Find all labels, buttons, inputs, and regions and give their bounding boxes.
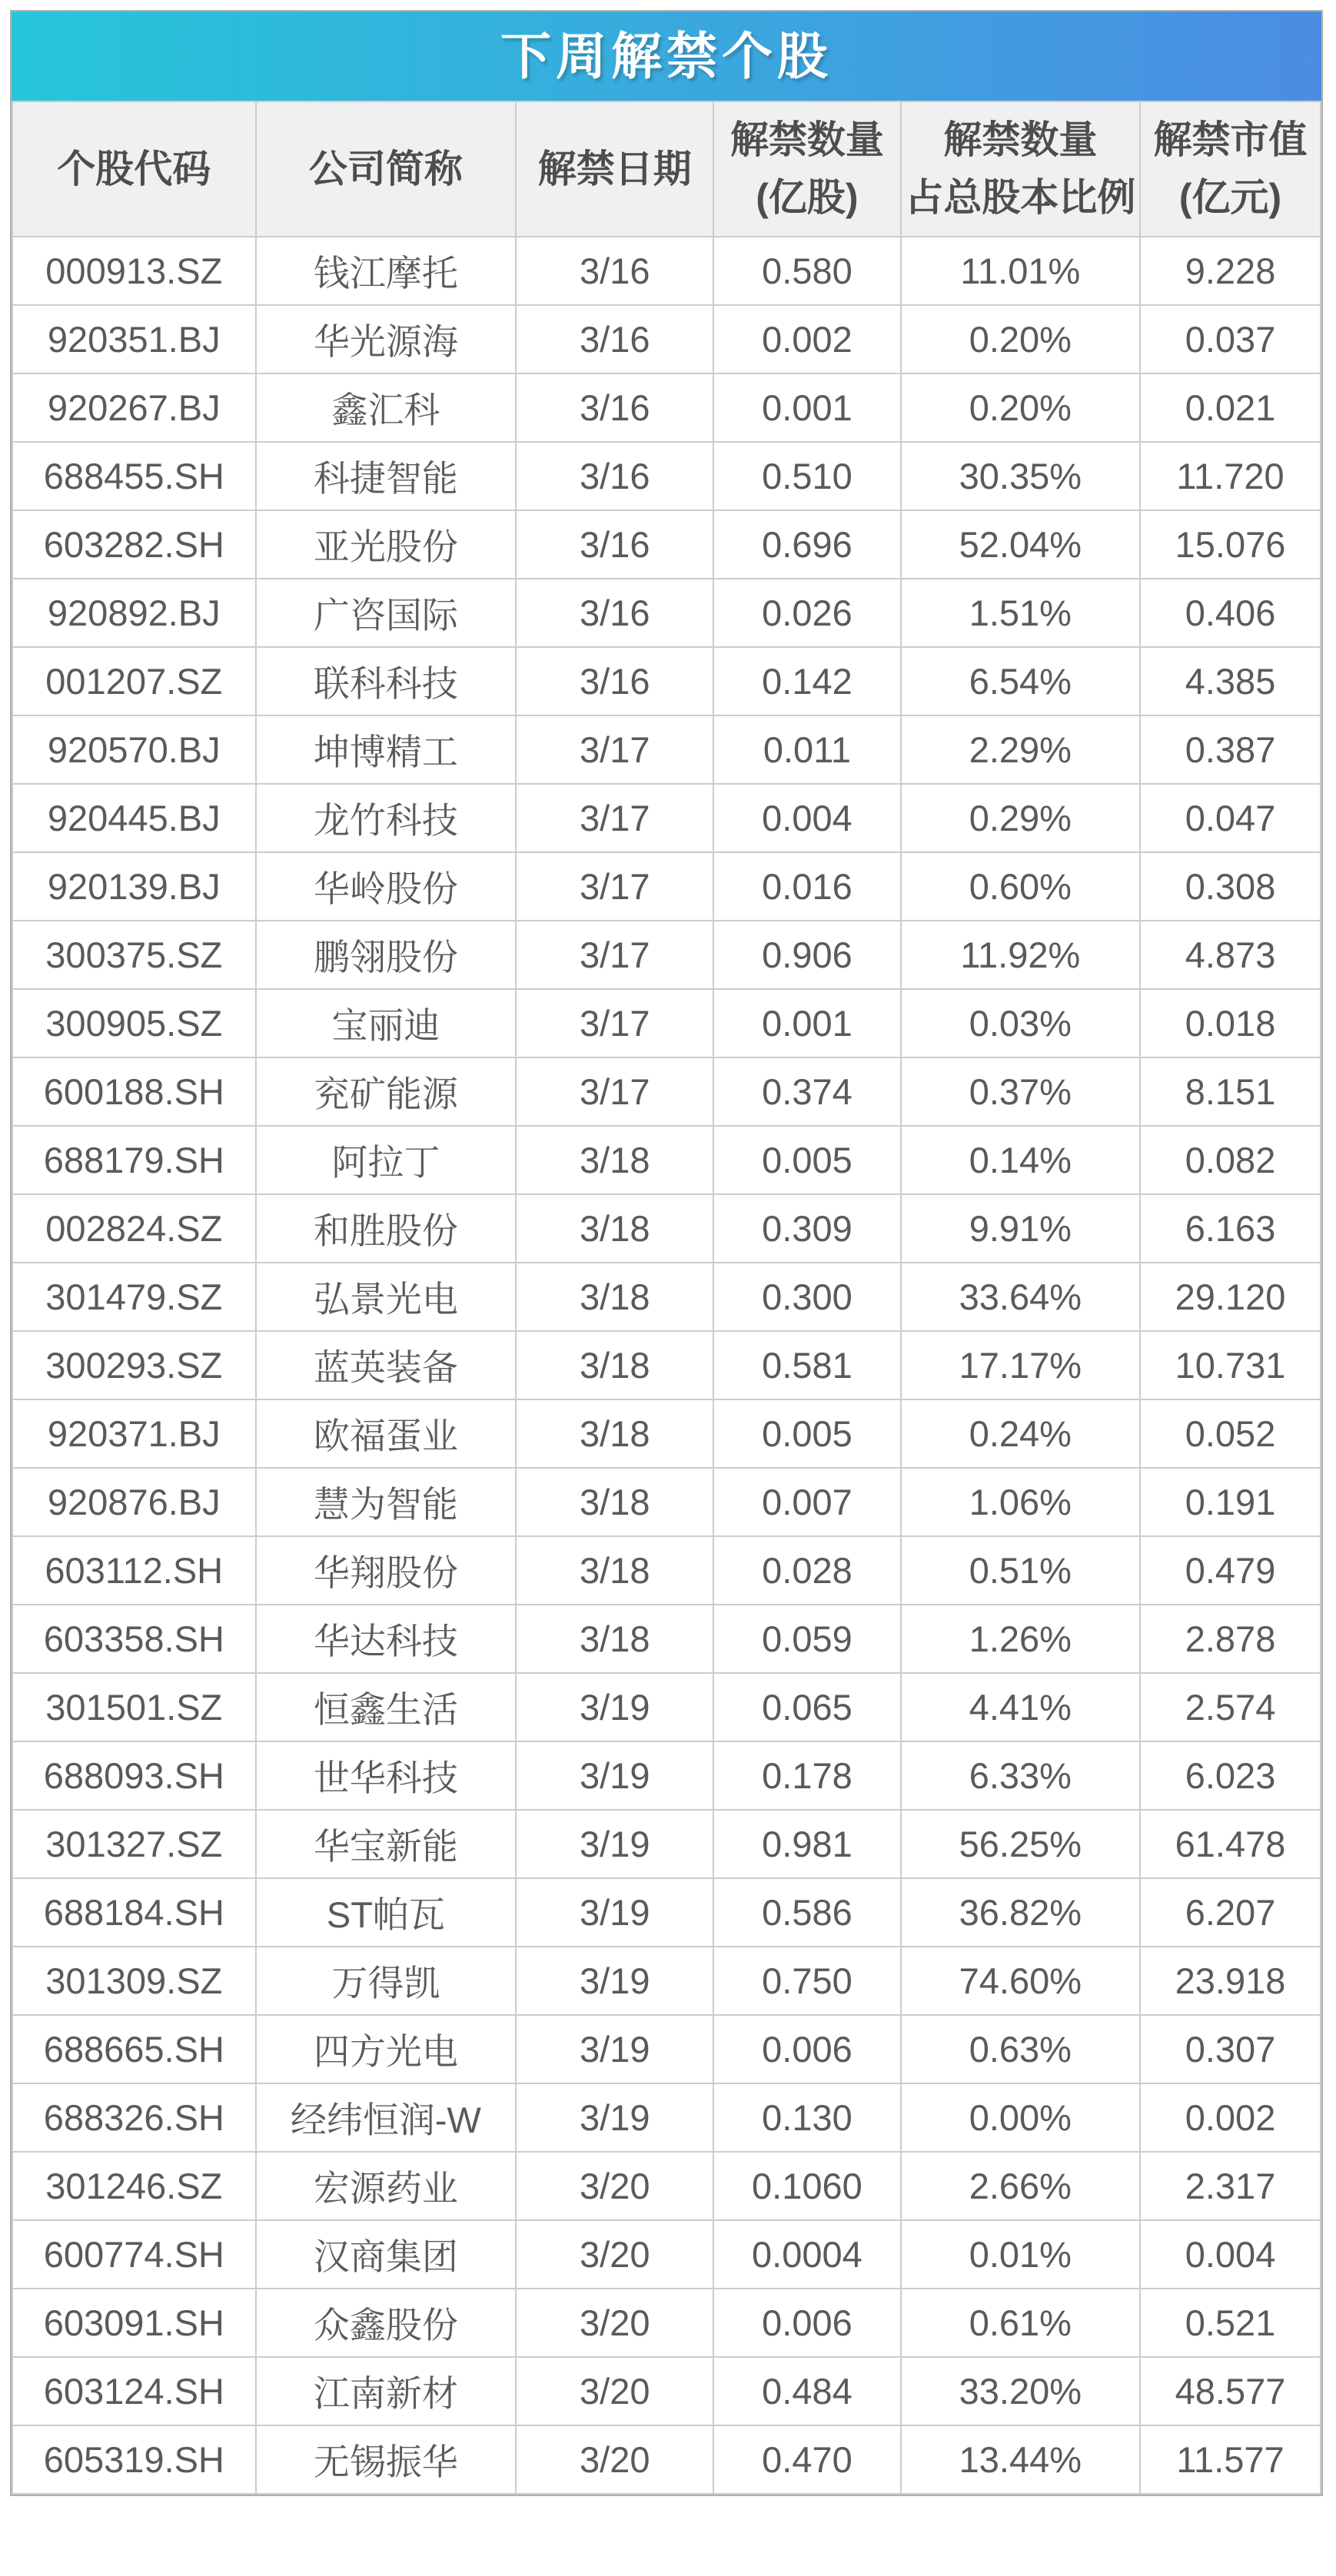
cell-date: 3/16 bbox=[516, 373, 713, 442]
cell-pct: 1.26% bbox=[901, 1605, 1140, 1673]
table-row bbox=[12, 442, 1321, 510]
cell-name: 欧福蛋业 bbox=[256, 1399, 517, 1468]
table-row bbox=[12, 1468, 1321, 1536]
column-header-date: 解禁日期 bbox=[516, 101, 713, 237]
table-row bbox=[12, 2152, 1321, 2220]
cell-code: 600774.SH bbox=[12, 2220, 256, 2289]
cell-name: 世华科技 bbox=[256, 1741, 517, 1810]
cell-name: 恒鑫生活 bbox=[256, 1673, 517, 1741]
cell-pct: 0.14% bbox=[901, 1126, 1140, 1194]
cell-mktcap: 0.191 bbox=[1140, 1468, 1321, 1536]
cell-date: 3/20 bbox=[516, 2152, 713, 2220]
cell-date: 3/17 bbox=[516, 1057, 713, 1126]
cell-name: 弘景光电 bbox=[256, 1263, 517, 1331]
cell-name: 万得凯 bbox=[256, 1947, 517, 2015]
cell-code: 920570.BJ bbox=[12, 715, 256, 784]
cell-date: 3/17 bbox=[516, 784, 713, 852]
table-row bbox=[12, 647, 1321, 715]
cell-qty: 0.130 bbox=[713, 2083, 900, 2152]
cell-pct: 0.24% bbox=[901, 1399, 1140, 1468]
cell-mktcap: 6.023 bbox=[1140, 1741, 1321, 1810]
cell-qty: 0.178 bbox=[713, 1741, 900, 1810]
table-row bbox=[12, 1057, 1321, 1126]
table-row bbox=[12, 2083, 1321, 2152]
cell-qty: 0.374 bbox=[713, 1057, 900, 1126]
cell-qty: 0.065 bbox=[713, 1673, 900, 1741]
cell-date: 3/20 bbox=[516, 2425, 713, 2494]
table-row bbox=[12, 989, 1321, 1057]
cell-qty: 0.016 bbox=[713, 852, 900, 921]
cell-date: 3/17 bbox=[516, 852, 713, 921]
cell-date: 3/19 bbox=[516, 1673, 713, 1741]
cell-qty: 0.484 bbox=[713, 2357, 900, 2425]
table-row bbox=[12, 852, 1321, 921]
cell-qty: 0.007 bbox=[713, 1468, 900, 1536]
table-row bbox=[12, 2357, 1321, 2425]
cell-date: 3/17 bbox=[516, 989, 713, 1057]
column-header-qty: 解禁数量 (亿股) bbox=[713, 101, 900, 237]
table-row bbox=[12, 305, 1321, 373]
cell-mktcap: 2.574 bbox=[1140, 1673, 1321, 1741]
cell-name: 华翔股份 bbox=[256, 1536, 517, 1605]
cell-name: 华岭股份 bbox=[256, 852, 517, 921]
cell-name: 兖矿能源 bbox=[256, 1057, 517, 1126]
cell-pct: 74.60% bbox=[901, 1947, 1140, 2015]
cell-name: 华光源海 bbox=[256, 305, 517, 373]
cell-mktcap: 0.479 bbox=[1140, 1536, 1321, 1605]
cell-code: 301479.SZ bbox=[12, 1263, 256, 1331]
table-row bbox=[12, 784, 1321, 852]
cell-date: 3/20 bbox=[516, 2220, 713, 2289]
cell-mktcap: 9.228 bbox=[1140, 237, 1321, 305]
cell-name: 宏源药业 bbox=[256, 2152, 517, 2220]
cell-code: 300905.SZ bbox=[12, 989, 256, 1057]
cell-pct: 6.54% bbox=[901, 647, 1140, 715]
cell-name: 联科科技 bbox=[256, 647, 517, 715]
cell-qty: 0.006 bbox=[713, 2289, 900, 2357]
cell-code: 603358.SH bbox=[12, 1605, 256, 1673]
unlock-stocks-table bbox=[12, 101, 1321, 2495]
page-title: 下周解禁个股 bbox=[500, 28, 833, 85]
cell-mktcap: 23.918 bbox=[1140, 1947, 1321, 2015]
cell-qty: 0.906 bbox=[713, 921, 900, 989]
cell-pct: 11.92% bbox=[901, 921, 1140, 989]
cell-mktcap: 0.002 bbox=[1140, 2083, 1321, 2152]
cell-name: 无锡振华 bbox=[256, 2425, 517, 2494]
unlock-stocks-panel bbox=[10, 10, 1323, 2496]
cell-qty: 0.586 bbox=[713, 1878, 900, 1947]
cell-qty: 0.059 bbox=[713, 1605, 900, 1673]
cell-mktcap: 0.307 bbox=[1140, 2015, 1321, 2083]
cell-pct: 33.20% bbox=[901, 2357, 1140, 2425]
cell-mktcap: 0.021 bbox=[1140, 373, 1321, 442]
cell-mktcap: 4.385 bbox=[1140, 647, 1321, 715]
cell-pct: 0.37% bbox=[901, 1057, 1140, 1126]
cell-code: 688326.SH bbox=[12, 2083, 256, 2152]
cell-mktcap: 0.406 bbox=[1140, 579, 1321, 647]
cell-mktcap: 11.577 bbox=[1140, 2425, 1321, 2494]
table-row bbox=[12, 2425, 1321, 2494]
cell-code: 920267.BJ bbox=[12, 373, 256, 442]
cell-name: 汉商集团 bbox=[256, 2220, 517, 2289]
cell-qty: 0.001 bbox=[713, 989, 900, 1057]
header-row bbox=[12, 101, 1321, 237]
cell-pct: 0.61% bbox=[901, 2289, 1140, 2357]
cell-code: 002824.SZ bbox=[12, 1194, 256, 1263]
cell-qty: 0.002 bbox=[713, 305, 900, 373]
cell-code: 688179.SH bbox=[12, 1126, 256, 1194]
cell-qty: 0.300 bbox=[713, 1263, 900, 1331]
cell-qty: 0.0004 bbox=[713, 2220, 900, 2289]
cell-pct: 36.82% bbox=[901, 1878, 1140, 1947]
cell-qty: 0.142 bbox=[713, 647, 900, 715]
cell-pct: 17.17% bbox=[901, 1331, 1140, 1399]
cell-date: 3/16 bbox=[516, 510, 713, 579]
cell-date: 3/19 bbox=[516, 2083, 713, 2152]
cell-code: 603112.SH bbox=[12, 1536, 256, 1605]
cell-name: 和胜股份 bbox=[256, 1194, 517, 1263]
cell-name: 经纬恒润-W bbox=[256, 2083, 517, 2152]
cell-pct: 13.44% bbox=[901, 2425, 1140, 2494]
cell-mktcap: 29.120 bbox=[1140, 1263, 1321, 1331]
table-row bbox=[12, 2220, 1321, 2289]
table-row bbox=[12, 1194, 1321, 1263]
cell-mktcap: 0.521 bbox=[1140, 2289, 1321, 2357]
cell-date: 3/18 bbox=[516, 1331, 713, 1399]
cell-name: 慧为智能 bbox=[256, 1468, 517, 1536]
cell-pct: 0.51% bbox=[901, 1536, 1140, 1605]
table-row bbox=[12, 1399, 1321, 1468]
cell-qty: 0.580 bbox=[713, 237, 900, 305]
table-header bbox=[12, 101, 1321, 237]
cell-pct: 0.29% bbox=[901, 784, 1140, 852]
cell-date: 3/17 bbox=[516, 921, 713, 989]
cell-date: 3/18 bbox=[516, 1126, 713, 1194]
cell-mktcap: 15.076 bbox=[1140, 510, 1321, 579]
cell-code: 920445.BJ bbox=[12, 784, 256, 852]
cell-pct: 0.01% bbox=[901, 2220, 1140, 2289]
cell-code: 300293.SZ bbox=[12, 1331, 256, 1399]
table-row bbox=[12, 1126, 1321, 1194]
cell-code: 920371.BJ bbox=[12, 1399, 256, 1468]
cell-name: 科捷智能 bbox=[256, 442, 517, 510]
cell-mktcap: 0.082 bbox=[1140, 1126, 1321, 1194]
cell-name: ST帕瓦 bbox=[256, 1878, 517, 1947]
cell-name: 广咨国际 bbox=[256, 579, 517, 647]
cell-qty: 0.005 bbox=[713, 1399, 900, 1468]
cell-mktcap: 0.047 bbox=[1140, 784, 1321, 852]
cell-code: 920351.BJ bbox=[12, 305, 256, 373]
cell-date: 3/19 bbox=[516, 1741, 713, 1810]
cell-mktcap: 0.004 bbox=[1140, 2220, 1321, 2289]
cell-mktcap: 0.018 bbox=[1140, 989, 1321, 1057]
cell-code: 688455.SH bbox=[12, 442, 256, 510]
table-row bbox=[12, 1878, 1321, 1947]
cell-name: 亚光股份 bbox=[256, 510, 517, 579]
cell-name: 鑫汇科 bbox=[256, 373, 517, 442]
cell-code: 688184.SH bbox=[12, 1878, 256, 1947]
cell-mktcap: 10.731 bbox=[1140, 1331, 1321, 1399]
cell-mktcap: 0.037 bbox=[1140, 305, 1321, 373]
cell-qty: 0.011 bbox=[713, 715, 900, 784]
cell-mktcap: 11.720 bbox=[1140, 442, 1321, 510]
cell-mktcap: 4.873 bbox=[1140, 921, 1321, 989]
cell-date: 3/16 bbox=[516, 305, 713, 373]
cell-code: 688093.SH bbox=[12, 1741, 256, 1810]
cell-code: 301246.SZ bbox=[12, 2152, 256, 2220]
cell-date: 3/19 bbox=[516, 2015, 713, 2083]
cell-date: 3/16 bbox=[516, 579, 713, 647]
table-row bbox=[12, 1810, 1321, 1878]
cell-name: 江南新材 bbox=[256, 2357, 517, 2425]
cell-code: 920876.BJ bbox=[12, 1468, 256, 1536]
table-row bbox=[12, 373, 1321, 442]
cell-qty: 0.696 bbox=[713, 510, 900, 579]
cell-qty: 0.981 bbox=[713, 1810, 900, 1878]
column-header-name: 公司简称 bbox=[256, 101, 517, 237]
table-row bbox=[12, 579, 1321, 647]
cell-pct: 0.00% bbox=[901, 2083, 1140, 2152]
cell-mktcap: 6.163 bbox=[1140, 1194, 1321, 1263]
cell-pct: 9.91% bbox=[901, 1194, 1140, 1263]
cell-date: 3/18 bbox=[516, 1263, 713, 1331]
cell-date: 3/20 bbox=[516, 2357, 713, 2425]
cell-date: 3/19 bbox=[516, 1810, 713, 1878]
cell-code: 301501.SZ bbox=[12, 1673, 256, 1741]
cell-pct: 0.20% bbox=[901, 373, 1140, 442]
cell-date: 3/18 bbox=[516, 1536, 713, 1605]
table-row bbox=[12, 2289, 1321, 2357]
cell-pct: 0.63% bbox=[901, 2015, 1140, 2083]
cell-code: 920139.BJ bbox=[12, 852, 256, 921]
cell-qty: 0.510 bbox=[713, 442, 900, 510]
cell-code: 001207.SZ bbox=[12, 647, 256, 715]
cell-pct: 30.35% bbox=[901, 442, 1140, 510]
cell-qty: 0.750 bbox=[713, 1947, 900, 2015]
cell-name: 华达科技 bbox=[256, 1605, 517, 1673]
cell-code: 603091.SH bbox=[12, 2289, 256, 2357]
table-row bbox=[12, 1605, 1321, 1673]
cell-qty: 0.001 bbox=[713, 373, 900, 442]
cell-name: 鹏翎股份 bbox=[256, 921, 517, 989]
cell-name: 宝丽迪 bbox=[256, 989, 517, 1057]
cell-name: 龙竹科技 bbox=[256, 784, 517, 852]
cell-date: 3/18 bbox=[516, 1468, 713, 1536]
cell-pct: 2.29% bbox=[901, 715, 1140, 784]
title-bar bbox=[12, 12, 1321, 101]
cell-pct: 6.33% bbox=[901, 1741, 1140, 1810]
cell-mktcap: 0.052 bbox=[1140, 1399, 1321, 1468]
cell-pct: 0.60% bbox=[901, 852, 1140, 921]
cell-code: 301309.SZ bbox=[12, 1947, 256, 2015]
cell-qty: 0.1060 bbox=[713, 2152, 900, 2220]
cell-code: 300375.SZ bbox=[12, 921, 256, 989]
table-row bbox=[12, 1673, 1321, 1741]
cell-qty: 0.026 bbox=[713, 579, 900, 647]
table-row bbox=[12, 921, 1321, 989]
cell-date: 3/19 bbox=[516, 1947, 713, 2015]
cell-pct: 0.20% bbox=[901, 305, 1140, 373]
cell-date: 3/17 bbox=[516, 715, 713, 784]
cell-name: 四方光电 bbox=[256, 2015, 517, 2083]
table-row bbox=[12, 715, 1321, 784]
cell-mktcap: 48.577 bbox=[1140, 2357, 1321, 2425]
cell-qty: 0.470 bbox=[713, 2425, 900, 2494]
cell-qty: 0.581 bbox=[713, 1331, 900, 1399]
cell-qty: 0.028 bbox=[713, 1536, 900, 1605]
cell-code: 603124.SH bbox=[12, 2357, 256, 2425]
table-row bbox=[12, 1263, 1321, 1331]
cell-pct: 1.06% bbox=[901, 1468, 1140, 1536]
cell-date: 3/19 bbox=[516, 1878, 713, 1947]
cell-pct: 56.25% bbox=[901, 1810, 1140, 1878]
cell-mktcap: 2.317 bbox=[1140, 2152, 1321, 2220]
cell-mktcap: 0.387 bbox=[1140, 715, 1321, 784]
cell-code: 605319.SH bbox=[12, 2425, 256, 2494]
cell-date: 3/18 bbox=[516, 1399, 713, 1468]
cell-date: 3/16 bbox=[516, 237, 713, 305]
table-row bbox=[12, 1947, 1321, 2015]
cell-pct: 33.64% bbox=[901, 1263, 1140, 1331]
cell-code: 920892.BJ bbox=[12, 579, 256, 647]
cell-pct: 1.51% bbox=[901, 579, 1140, 647]
cell-pct: 52.04% bbox=[901, 510, 1140, 579]
cell-date: 3/16 bbox=[516, 442, 713, 510]
table-body bbox=[12, 237, 1321, 2494]
table-row bbox=[12, 237, 1321, 305]
cell-code: 301327.SZ bbox=[12, 1810, 256, 1878]
cell-name: 蓝英装备 bbox=[256, 1331, 517, 1399]
column-header-pct: 解禁数量 占总股本比例 bbox=[901, 101, 1140, 237]
cell-date: 3/20 bbox=[516, 2289, 713, 2357]
cell-pct: 2.66% bbox=[901, 2152, 1140, 2220]
table-row bbox=[12, 1331, 1321, 1399]
column-header-code: 个股代码 bbox=[12, 101, 256, 237]
cell-qty: 0.005 bbox=[713, 1126, 900, 1194]
cell-code: 600188.SH bbox=[12, 1057, 256, 1126]
cell-pct: 11.01% bbox=[901, 237, 1140, 305]
cell-mktcap: 61.478 bbox=[1140, 1810, 1321, 1878]
table-row bbox=[12, 1536, 1321, 1605]
cell-mktcap: 6.207 bbox=[1140, 1878, 1321, 1947]
cell-name: 坤博精工 bbox=[256, 715, 517, 784]
cell-code: 000913.SZ bbox=[12, 237, 256, 305]
cell-name: 阿拉丁 bbox=[256, 1126, 517, 1194]
cell-mktcap: 0.308 bbox=[1140, 852, 1321, 921]
cell-pct: 0.03% bbox=[901, 989, 1140, 1057]
column-header-mktcap: 解禁市值 (亿元) bbox=[1140, 101, 1321, 237]
cell-date: 3/18 bbox=[516, 1605, 713, 1673]
cell-code: 603282.SH bbox=[12, 510, 256, 579]
cell-qty: 0.006 bbox=[713, 2015, 900, 2083]
cell-qty: 0.004 bbox=[713, 784, 900, 852]
table-row bbox=[12, 510, 1321, 579]
cell-name: 华宝新能 bbox=[256, 1810, 517, 1878]
cell-name: 钱江摩托 bbox=[256, 237, 517, 305]
cell-name: 众鑫股份 bbox=[256, 2289, 517, 2357]
table-row bbox=[12, 1741, 1321, 1810]
cell-date: 3/16 bbox=[516, 647, 713, 715]
cell-pct: 4.41% bbox=[901, 1673, 1140, 1741]
cell-qty: 0.309 bbox=[713, 1194, 900, 1263]
cell-mktcap: 2.878 bbox=[1140, 1605, 1321, 1673]
cell-code: 688665.SH bbox=[12, 2015, 256, 2083]
table-row bbox=[12, 2015, 1321, 2083]
cell-mktcap: 8.151 bbox=[1140, 1057, 1321, 1126]
cell-date: 3/18 bbox=[516, 1194, 713, 1263]
